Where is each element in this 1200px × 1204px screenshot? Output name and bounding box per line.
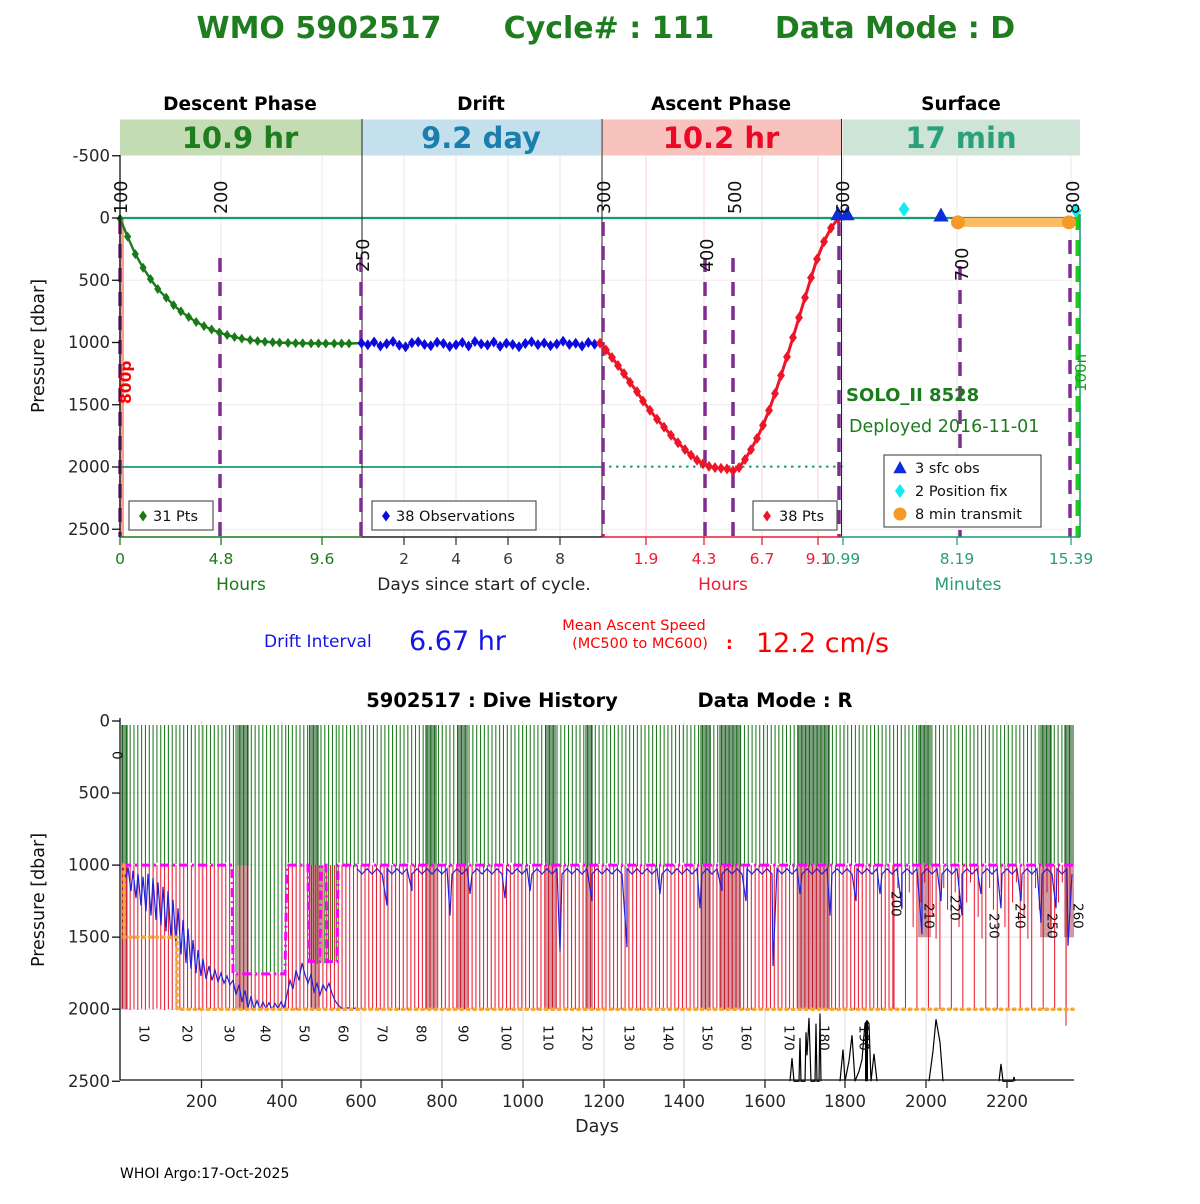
drift-axis-label: Days since start of cycle. xyxy=(377,575,591,595)
drift-points xyxy=(540,337,548,348)
mc-code-label: 400 xyxy=(698,238,718,272)
dense-cycle-band xyxy=(545,865,556,1009)
y-ticks: 2500 xyxy=(68,1071,110,1091)
drift-points xyxy=(565,339,573,350)
figure-title-cycle: Cycle# : 111 xyxy=(503,11,715,46)
x-ticks: 1000 xyxy=(502,1092,544,1111)
y-ticks: 2500 xyxy=(68,519,110,539)
x-ticks: 600 xyxy=(345,1092,377,1111)
banner-drift-duration: 9.2 day xyxy=(421,121,541,155)
dense-cycle-band xyxy=(121,725,128,865)
y-ticks: -500 xyxy=(72,146,110,166)
descent-points xyxy=(231,332,238,342)
drift-ticks: 6 xyxy=(503,550,513,568)
phase-header-ascent: Ascent Phase xyxy=(650,94,792,115)
drift-points xyxy=(414,336,422,347)
banner-ascent-duration: 10.2 hr xyxy=(662,121,780,155)
transmit-points xyxy=(951,215,965,229)
cycle-number-label: 150 xyxy=(698,1025,715,1051)
y-ticks: 1000 xyxy=(68,333,110,352)
mc-code-label: 250 xyxy=(354,238,374,272)
cycle-number-label: 50 xyxy=(295,1025,312,1043)
dense-cycle-band xyxy=(797,725,830,865)
figure-title-wmo: WMO 5902517 xyxy=(196,11,442,46)
drift-interval-label: Drift Interval xyxy=(264,632,372,652)
bottom-x-axis-label: Days xyxy=(575,1117,619,1137)
descent-points xyxy=(200,321,207,331)
ascent-ticks: 4.3 xyxy=(691,550,717,568)
drift-points xyxy=(383,338,391,349)
legend-ascent-label: 38 Pts xyxy=(779,509,825,525)
dense-cycle-band xyxy=(237,865,249,1009)
mc-code-label: 300 xyxy=(595,180,615,214)
descent-points xyxy=(276,338,283,348)
legend-fix-label: 2 Position fix xyxy=(915,484,1008,500)
drift-points xyxy=(534,339,542,350)
x-ticks: 1800 xyxy=(824,1092,866,1111)
park-depth-code: 800p xyxy=(117,360,135,404)
dive-history-mode: Data Mode : R xyxy=(697,689,853,712)
cycle-number-label: 190 xyxy=(855,1025,872,1051)
dive-history-title: 5902517 : Dive History xyxy=(366,689,618,712)
mc-code-label: 200 xyxy=(212,180,232,214)
ascent-speed-label: Mean Ascent Speed xyxy=(562,618,706,634)
descent-points xyxy=(185,312,192,322)
ascent-points xyxy=(789,332,797,343)
cycle-number-label: 20 xyxy=(178,1025,195,1043)
mc-code-label: 500 xyxy=(726,180,746,214)
cycle-number-label: 140 xyxy=(659,1025,676,1051)
x-ticks: 2200 xyxy=(986,1092,1028,1111)
drift-points xyxy=(439,338,447,349)
cycle-number-label: 220 xyxy=(946,895,963,921)
legend-sfc-label: 3 sfc obs xyxy=(915,461,980,477)
descent-points xyxy=(292,338,299,348)
drift-points xyxy=(502,338,510,349)
ascent-points xyxy=(723,463,731,474)
cycle-number-label: 240 xyxy=(1011,903,1028,929)
descent-ticks: 9.6 xyxy=(309,550,335,568)
cycle-number-label: 120 xyxy=(578,1025,595,1051)
descent-points xyxy=(269,337,276,347)
cycle-number-label: 180 xyxy=(815,1025,832,1051)
phase-header-descent: Descent Phase xyxy=(163,94,317,115)
cycle-number-label: 60 xyxy=(334,1025,351,1043)
cycle-number-label: 110 xyxy=(539,1025,556,1051)
ascent-speed-colon: : xyxy=(726,634,733,654)
drift-points xyxy=(452,339,460,350)
mc-code-label: 100 xyxy=(112,180,132,214)
drift-ticks: 8 xyxy=(555,550,565,568)
drift-points xyxy=(364,339,372,350)
cycle-number-label: 210 xyxy=(920,903,937,929)
descent-points xyxy=(308,338,315,348)
legend-transmit-label: 8 min transmit xyxy=(915,507,1022,523)
figure-title-mode: Data Mode : D xyxy=(774,11,1016,46)
descent-points xyxy=(322,338,329,348)
dense-cycle-band xyxy=(700,725,711,865)
mc-code-label: 600 xyxy=(834,180,854,214)
descent-points xyxy=(247,335,254,345)
descent-curve xyxy=(120,219,361,344)
drift-points xyxy=(509,339,517,350)
x-ticks: 1200 xyxy=(583,1092,625,1111)
descent-ticks: 4.8 xyxy=(208,550,234,568)
dense-cycle-band xyxy=(719,725,741,865)
position-fix-points xyxy=(899,202,910,217)
drift-points xyxy=(572,338,580,349)
descent-points xyxy=(208,325,215,335)
descent-points xyxy=(216,328,223,338)
y-ticks: 2000 xyxy=(68,999,110,1019)
descent-points xyxy=(315,338,322,348)
x-ticks: 1600 xyxy=(744,1092,786,1111)
dense-cycle-band xyxy=(918,725,931,865)
surface-axis-label: Minutes xyxy=(934,575,1002,595)
drift-points xyxy=(421,339,429,350)
ascent-curve xyxy=(600,219,838,471)
ascent-ticks: 6.7 xyxy=(749,550,775,568)
cycle-number-label: 260 xyxy=(1069,903,1086,929)
credit-text: WHOI Argo:17-Oct-2025 xyxy=(120,1166,290,1182)
cycle-number-label: 0 xyxy=(108,751,125,760)
drift-ticks: 4 xyxy=(451,550,461,568)
mc-code-label: 700 xyxy=(953,247,973,281)
drift-points xyxy=(471,336,479,347)
deployed-date-label: Deployed 2016-11-01 xyxy=(849,417,1040,437)
ascent-points xyxy=(801,292,809,303)
ascent-ticks: 1.9 xyxy=(633,550,659,568)
surface-depth-code: 100n xyxy=(1072,353,1090,392)
surface-ticks: 15.39 xyxy=(1048,550,1094,568)
x-ticks: 1400 xyxy=(663,1092,705,1111)
drift-points xyxy=(521,338,529,349)
float-model-label: SOLO_II 8528 xyxy=(846,385,980,406)
dense-cycle-band xyxy=(585,725,593,865)
bottom-y-axis-label: Pressure [dbar] xyxy=(29,832,49,968)
cycle-number-label: 80 xyxy=(412,1025,429,1043)
dive-history-plot xyxy=(68,712,1086,1112)
cycle-number-label: 130 xyxy=(620,1025,637,1051)
descent-points xyxy=(338,338,345,348)
descent-points xyxy=(331,338,338,348)
descent-points xyxy=(299,338,306,348)
phase-header-surface: Surface xyxy=(921,94,1001,115)
drift-points xyxy=(547,340,555,351)
cycle-number-label: 200 xyxy=(887,891,904,917)
cycle-number-label: 40 xyxy=(256,1025,273,1043)
surface-ticks: 0.99 xyxy=(825,550,861,568)
drift-interval-value: 6.67 hr xyxy=(409,626,506,657)
dense-cycle-band xyxy=(1040,725,1052,865)
descent-points xyxy=(193,317,200,327)
banner-surface-duration: 17 min xyxy=(905,121,1017,155)
y-ticks: 2000 xyxy=(68,457,110,477)
x-ticks: 2000 xyxy=(905,1092,947,1111)
x-ticks: 800 xyxy=(426,1092,458,1111)
y-ticks: 0 xyxy=(99,208,110,228)
descent-points xyxy=(224,330,231,340)
dense-cycle-band xyxy=(425,725,437,865)
drift-points xyxy=(515,341,523,352)
y-ticks: 1500 xyxy=(68,395,110,415)
descent-ticks: 0 xyxy=(115,550,125,568)
ascent-points xyxy=(795,312,803,323)
cycle-number-label: 70 xyxy=(373,1025,390,1043)
dense-cycle-band xyxy=(237,725,249,865)
cycle-number-label: 30 xyxy=(220,1025,237,1043)
cycle-number-label: 100 xyxy=(497,1025,514,1051)
drift-points xyxy=(477,338,485,349)
cycle-number-label: 230 xyxy=(985,913,1002,939)
x-ticks: 200 xyxy=(185,1092,218,1111)
dense-cycle-band xyxy=(545,725,556,865)
top-y-axis-label: Pressure [dbar] xyxy=(29,278,49,414)
drift-ticks: 2 xyxy=(399,550,409,568)
y-ticks: 1500 xyxy=(68,927,110,947)
banner-descent-duration: 10.9 hr xyxy=(181,121,299,155)
cycle-number-label: 90 xyxy=(454,1025,471,1043)
drift-points xyxy=(528,336,536,347)
dense-cycle-band xyxy=(457,725,468,865)
descent-points xyxy=(261,337,268,347)
phase-header-drift: Drift xyxy=(457,94,505,115)
phase-banners xyxy=(120,120,1080,156)
y-ticks: 500 xyxy=(78,270,110,290)
ascent-ticks: 9.1 xyxy=(805,550,831,568)
legend-drift-label: 38 Observations xyxy=(396,509,515,525)
ascent-speed-sublabel: (MC500 to MC600) xyxy=(572,636,708,652)
descent-axis-label: Hours xyxy=(216,575,266,595)
legend-descent-label: 31 Pts xyxy=(153,509,199,525)
sfc-obs-points xyxy=(933,208,948,222)
descent-points xyxy=(254,336,261,346)
descent-points xyxy=(345,338,352,348)
legend-transmit-marker xyxy=(894,508,907,521)
ascent-speed-value: 12.2 cm/s xyxy=(756,628,890,659)
descent-points xyxy=(238,334,245,344)
drift-points xyxy=(358,338,366,349)
mc-code-label: 800 xyxy=(1064,180,1084,214)
ascent-axis-label: Hours xyxy=(698,575,748,595)
descent-points xyxy=(284,338,291,348)
y-ticks: 0 xyxy=(99,711,110,731)
y-ticks: 500 xyxy=(78,783,110,803)
cycle-number-label: 170 xyxy=(780,1025,797,1051)
y-ticks: 1000 xyxy=(68,855,110,875)
dense-cycle-band xyxy=(1064,725,1074,865)
dense-cycle-band xyxy=(310,725,319,865)
cycle-profile-plot xyxy=(68,119,1093,568)
cycle-number-label: 250 xyxy=(1043,913,1060,939)
dense-cycle-band xyxy=(457,865,468,1009)
surface-ticks: 8.19 xyxy=(939,550,975,568)
dense-cycle-band xyxy=(797,865,830,1009)
bathymetry-spikes xyxy=(929,1019,943,1081)
dense-cycle-band xyxy=(425,865,437,1009)
drift-points xyxy=(484,339,492,350)
x-ticks: 400 xyxy=(266,1092,298,1111)
cycle-number-label: 160 xyxy=(737,1025,754,1051)
transmit-points xyxy=(1062,215,1076,229)
cycle-number-label: 10 xyxy=(135,1025,152,1043)
drift-points xyxy=(446,341,454,352)
